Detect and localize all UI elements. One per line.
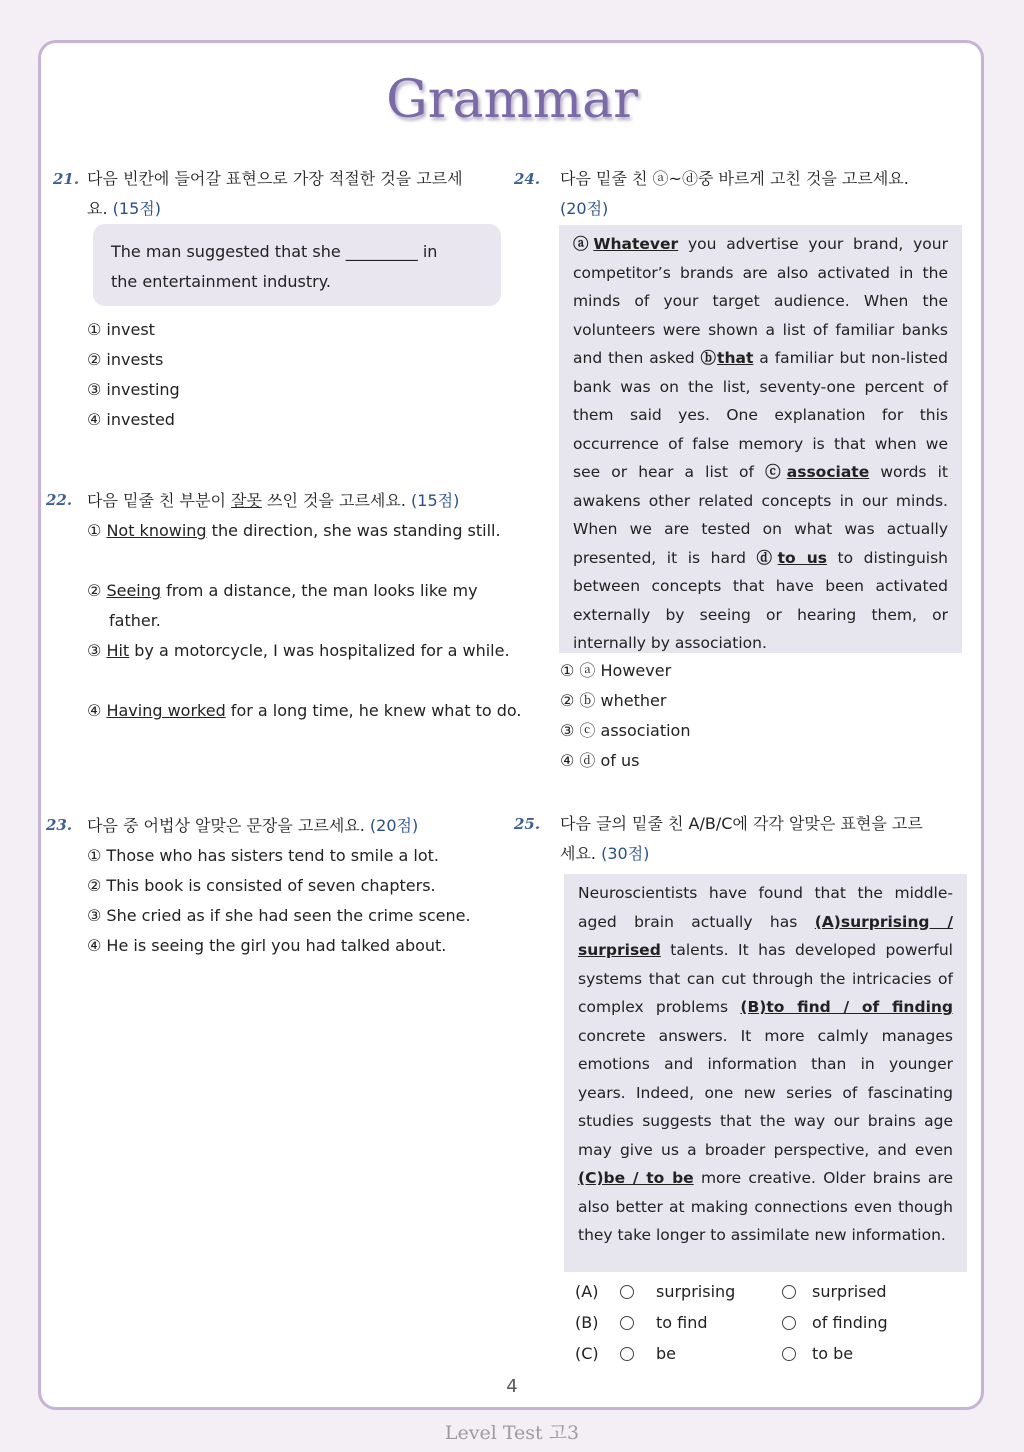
footer-title: Level Test 고3: [444, 1422, 580, 1444]
q21-option-2[interactable]: ② invests: [87, 350, 164, 369]
q24-option-3[interactable]: ③ ⓒ association: [560, 721, 691, 740]
q22-option-4[interactable]: ④ Having worked for a long time, he knew what to do.: [87, 701, 522, 720]
q21-points: (15점): [112, 199, 161, 218]
q25-a-opt1-radio[interactable]: [620, 1285, 634, 1299]
q24-option-1[interactable]: ① ⓐ However: [560, 661, 672, 680]
q24-prompt: 다음 밑줄 친 ⓐ~ⓓ중 바르게 고친 것을 고르세요.: [560, 169, 909, 188]
q21-prompt: 다음 빈칸에 들어갈 표현으로 가장 적절한 것을 고르세: [87, 169, 463, 188]
q24-underline-a: Whatever: [593, 235, 679, 253]
q25-choice-label-c: (C): [575, 1344, 599, 1363]
q21-prompt-line2: 요. (15점): [87, 199, 161, 218]
q21-box-line2: the entertainment industry.: [111, 272, 331, 291]
q25-passage: Neuroscientists have found that the middle-aged brain actually has (A)surprising / surprised talents. It has developed powerful systems that can cut through the intricacies of complex problems (B)to find / of finding concrete answers. It more calmly manages emotions and information than in younger years. Indeed, one new series of fascinating studies suggests that the way our brains age may give us a broader perspective, and even (C)be / to be more creative. Older brains are also better at making connections even though they take longer to assimilate new information.: [564, 874, 967, 1272]
q24-points: (20점): [560, 199, 609, 218]
q23-option-2[interactable]: ② This book is consisted of seven chapters.: [87, 876, 436, 895]
q22-option-3[interactable]: ③ Hit by a motorcycle, I was hospitalized for a while.: [87, 641, 510, 660]
q25-underline-a: (A)surprising / surprised: [578, 912, 953, 959]
q23-option-4[interactable]: ④ He is seeing the girl you had talked about.: [87, 936, 447, 955]
q25-c-opt1-radio[interactable]: [620, 1347, 634, 1361]
q23-option-1[interactable]: ① Those who has sisters tend to smile a lot.: [87, 846, 439, 865]
q25-b-opt1[interactable]: to find: [656, 1313, 708, 1332]
q25-b-opt2[interactable]: of finding: [812, 1313, 888, 1332]
page-number: 4: [506, 1376, 518, 1397]
q25-c-opt2-radio[interactable]: [782, 1347, 796, 1361]
q25-b-opt2-radio[interactable]: [782, 1316, 796, 1330]
q24-underline-d: to us: [777, 548, 827, 567]
q22-option-1[interactable]: ① Not knowing the direction, she was standing still.: [87, 521, 501, 540]
q24-underline-b: that: [717, 349, 754, 367]
q22-points: (15점): [411, 491, 460, 510]
q23-option-3[interactable]: ③ She cried as if she had seen the crime scene.: [87, 906, 471, 925]
q24-option-4[interactable]: ④ ⓓ of us: [560, 751, 640, 770]
q23-number: 23.: [46, 816, 73, 834]
q25-a-opt1[interactable]: surprising: [656, 1282, 736, 1301]
q21-option-1[interactable]: ① invest: [87, 320, 155, 339]
q22-prompt: 다음 밑줄 친 부분이 잘못 쓰인 것을 고르세요. (15점): [87, 491, 460, 510]
q25-choice-label-b: (B): [575, 1313, 599, 1332]
q23-prompt: 다음 중 어법상 알맞은 문장을 고르세요. (20점): [87, 816, 419, 835]
q21-option-4[interactable]: ④ invested: [87, 410, 175, 429]
q22-option-2[interactable]: ② Seeing from a distance, the man looks like my father.: [87, 581, 478, 630]
q25-prompt-line2: 세요. (30점): [560, 844, 650, 863]
q25-prompt: 다음 글의 밑줄 친 A/B/C에 각각 알맞은 표현을 고르: [560, 814, 923, 833]
q25-a-opt2-radio[interactable]: [782, 1285, 796, 1299]
q21-box-line1: The man suggested that she _________ in: [111, 242, 438, 261]
q25-underline-b: (B)to find / of finding: [740, 998, 954, 1016]
q25-c-opt1[interactable]: be: [656, 1344, 676, 1363]
q21-number: 21.: [53, 170, 80, 188]
q24-option-2[interactable]: ② ⓑ whether: [560, 691, 667, 710]
q24-number: 24.: [514, 170, 541, 188]
q25-a-opt2[interactable]: surprised: [812, 1282, 887, 1301]
q25-c-opt2[interactable]: to be: [812, 1344, 854, 1363]
q25-number: 25.: [514, 815, 541, 833]
q24-underline-c: associate: [786, 463, 870, 481]
q25-underline-c: (C)be / to be: [578, 1169, 694, 1187]
q25-points: (30점): [601, 844, 650, 863]
q22-number: 22.: [46, 491, 73, 509]
q21-option-3[interactable]: ③ investing: [87, 380, 180, 399]
q24-passage: ⓐWhatever you advertise your brand, your competitor’s brands are also activated in the minds of your target audience. When the volunteers were shown a list of familiar banks and then asked ⓑthat a familiar but non-listed bank was on the list, seventy-one percent of them said yes. One explanation for this occurrence of false memory is that when we see or hear a list of ⓒassociate words it awakens other related concepts in our minds. When we are tested on what was actually presented, it is hard ⓓto us to distinguish between concepts that have been activated externally by seeing or hearing them, or internally by association.: [559, 225, 962, 653]
page-title: Grammar: [386, 70, 638, 130]
q25-choice-label-a: (A): [575, 1282, 599, 1301]
q23-points: (20점): [369, 816, 419, 835]
q25-b-opt1-radio[interactable]: [620, 1316, 634, 1330]
